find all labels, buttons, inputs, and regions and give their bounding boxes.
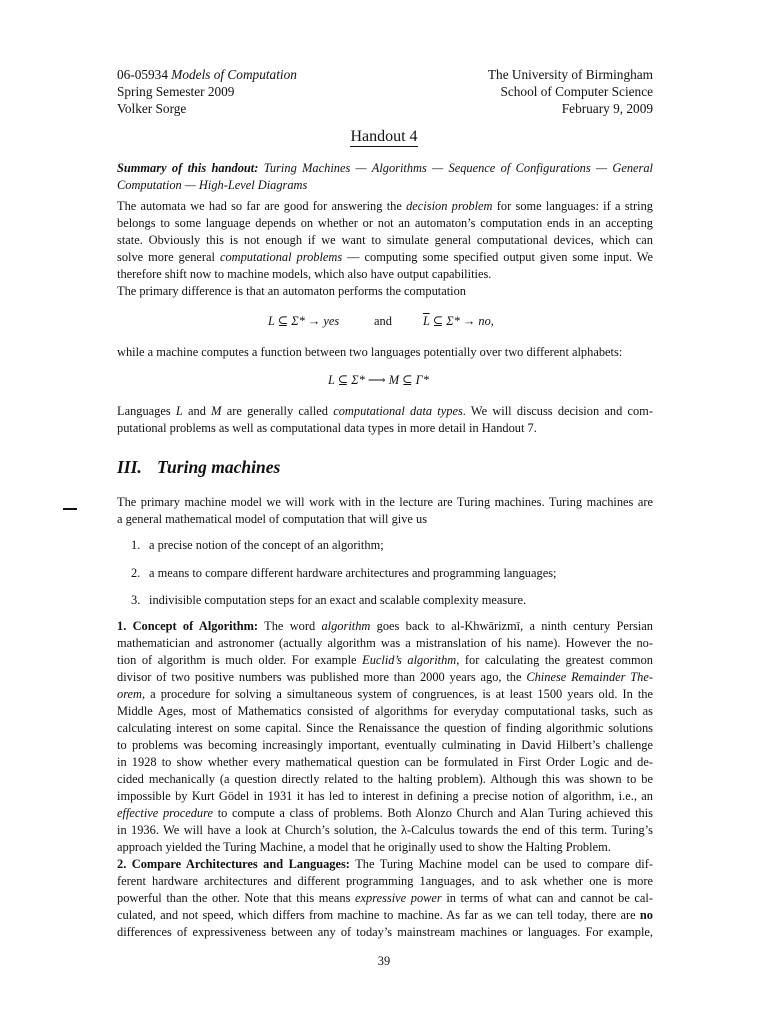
languages-line-1: Languages L and M are generally called computational data types. We will discuss decision and com- — [117, 404, 653, 418]
concept-line-4: divisor of two positive numbers was published more than 2000 years ago, the Chinese Remainder The- — [117, 670, 654, 684]
semester: Spring Semester 2009 — [117, 84, 235, 99]
list-item: 3. indivisible computation steps for an exact and scalable complexity measure. — [131, 593, 527, 607]
intro-line-2: belongs to some language depends on whether or not an automaton’s computation ends in an accepting — [117, 216, 653, 230]
tm-intro-line-2: a general mathematical model of computation that will give us — [117, 512, 428, 526]
school: School of Computer Science — [500, 84, 653, 99]
concept-line-1: 1. Concept of Algorithm: The word algorithm goes back to al-Khwārizmī, a ninth century Persian — [117, 619, 653, 633]
concept-line-9: in 1928 to show whether every mathematical question can be formulated in First Order Logic and de- — [117, 755, 653, 769]
concept-line-7: calculating interest on some capital. Since the Renaissance the question of finding algorithmic solutions — [117, 721, 653, 735]
formula-and: and — [374, 314, 392, 328]
summary-line-2: Computation — High-Level Diagrams — [117, 178, 308, 192]
intro-line-5: therefore shift now to machine models, which also have output capabilities. — [117, 267, 492, 281]
list-item: 1. a precise notion of the concept of an algorithm; — [131, 538, 384, 552]
summary-line-1: Summary of this handout: Turing Machines — Algorithms — Sequence of Configurations — General — [117, 161, 653, 175]
concept-line-11: impossible by Kurt Gödel in 1931 it has led to interest in defining a precise notion of algorithm, i.e., an — [117, 789, 653, 803]
formula-machine: L ⊆ Σ* ⟶ M ⊆ Γ* — [328, 373, 429, 387]
handout-title: Handout 4 — [350, 128, 418, 145]
date: February 9, 2009 — [561, 101, 653, 116]
concept-line-12: effective procedure to compute a class of problems. Both Alonzo Church and Alan Turing achieved this — [117, 806, 653, 820]
course-name: Models of Computation — [171, 67, 297, 82]
machine-line: while a machine computes a function between two languages potentially over two different alphabets: — [117, 345, 623, 359]
intro-line-4: solve more general computational problems — computing some specified output given some input. We — [117, 250, 653, 264]
list-item: 2. a means to compare different hardware architectures and programming languages; — [131, 566, 557, 580]
university: The University of Birmingham — [487, 67, 653, 82]
course-line — [117, 66, 297, 83]
course-code: 06-05934 — [117, 67, 168, 82]
formula-automaton-no: $\overline{L}$ ⊆ Σ* → no, — [423, 314, 494, 328]
compare-line-4: culated, and not speed, which differs from machine to machine. As far as we can tell today, there are no — [117, 908, 653, 922]
header-right — [400, 66, 653, 117]
languages-line-2: putational problems as well as computational data types in more detail in Handout 7. — [117, 421, 537, 435]
summary-label: Summary of this handout: — [117, 161, 259, 175]
compare-line-1: 2. Compare Architectures and Languages: The Turing Machine model can be used to compare dif- — [117, 857, 653, 871]
compare-line-3: powerful than the other. Note that this means expressive power in terms of what can and cannot be cal- — [117, 891, 653, 905]
concept-line-2: mathematician and astronomer (actually algorithm was a mistranslation of his name). However the no- — [117, 636, 653, 650]
page-number: 39 — [377, 954, 391, 968]
author: Volker Sorge — [117, 101, 187, 116]
concept-line-8: to problems was becoming increasingly important, eventually culminating in David Hilbert’s challenge — [117, 738, 653, 752]
compare-line-2: ferent hardware architectures and different programming 1anguages, and to ask whether one is more — [117, 874, 653, 888]
compare-heading: 2. Compare Architectures and Languages: — [117, 857, 350, 871]
tm-intro-line-1: The primary machine model we will work with in the lecture are Turing machines. Turing machines are — [117, 495, 653, 509]
concept-line-5: orem, a procedure for solving a simultaneous system of congruences, is at least 1500 years old. In the — [117, 687, 653, 701]
concept-line-6: Middle Ages, most of Mathematics consisted of algorithms for everyday computational tasks, such as — [117, 704, 653, 718]
section-title: Turing machines — [157, 457, 281, 477]
formula-automaton-yes: L ⊆ Σ* → yes — [268, 314, 340, 328]
concept-line-14: approach yielded the Turing Machine, a model that he originally used to show the Halting Problem. — [117, 840, 611, 854]
concept-heading: 1. Concept of Algorithm: — [117, 619, 259, 633]
intro-line-6: The primary difference is that an automaton performs the computation — [117, 284, 467, 298]
concept-line-10: cided mechanically (a question directly related to the halting problem). Although this was shown to be — [117, 772, 653, 786]
section-number: III. — [117, 457, 142, 477]
concept-line-3: tion of algorithm is much older. For example Euclid’s algorithm, for calculating the greatest common — [117, 653, 653, 667]
compare-line-5: differences of expressiveness between any of today’s mainstream machines or languages. For example, — [117, 925, 653, 939]
margin-marker — [63, 508, 77, 510]
header-left — [117, 66, 297, 117]
section-heading — [117, 457, 280, 478]
concept-line-13: in 1936. We will have a look at Church’s solution, the λ-Calculus towards the end of this term. Turing’s — [117, 823, 653, 837]
intro-line-1: The automata we had so far are good for answering the decision problem for some languages: if a string — [117, 199, 653, 213]
intro-line-3: state. Obviously this is not enough if we want to simulate general computational devices, which can — [117, 233, 653, 247]
